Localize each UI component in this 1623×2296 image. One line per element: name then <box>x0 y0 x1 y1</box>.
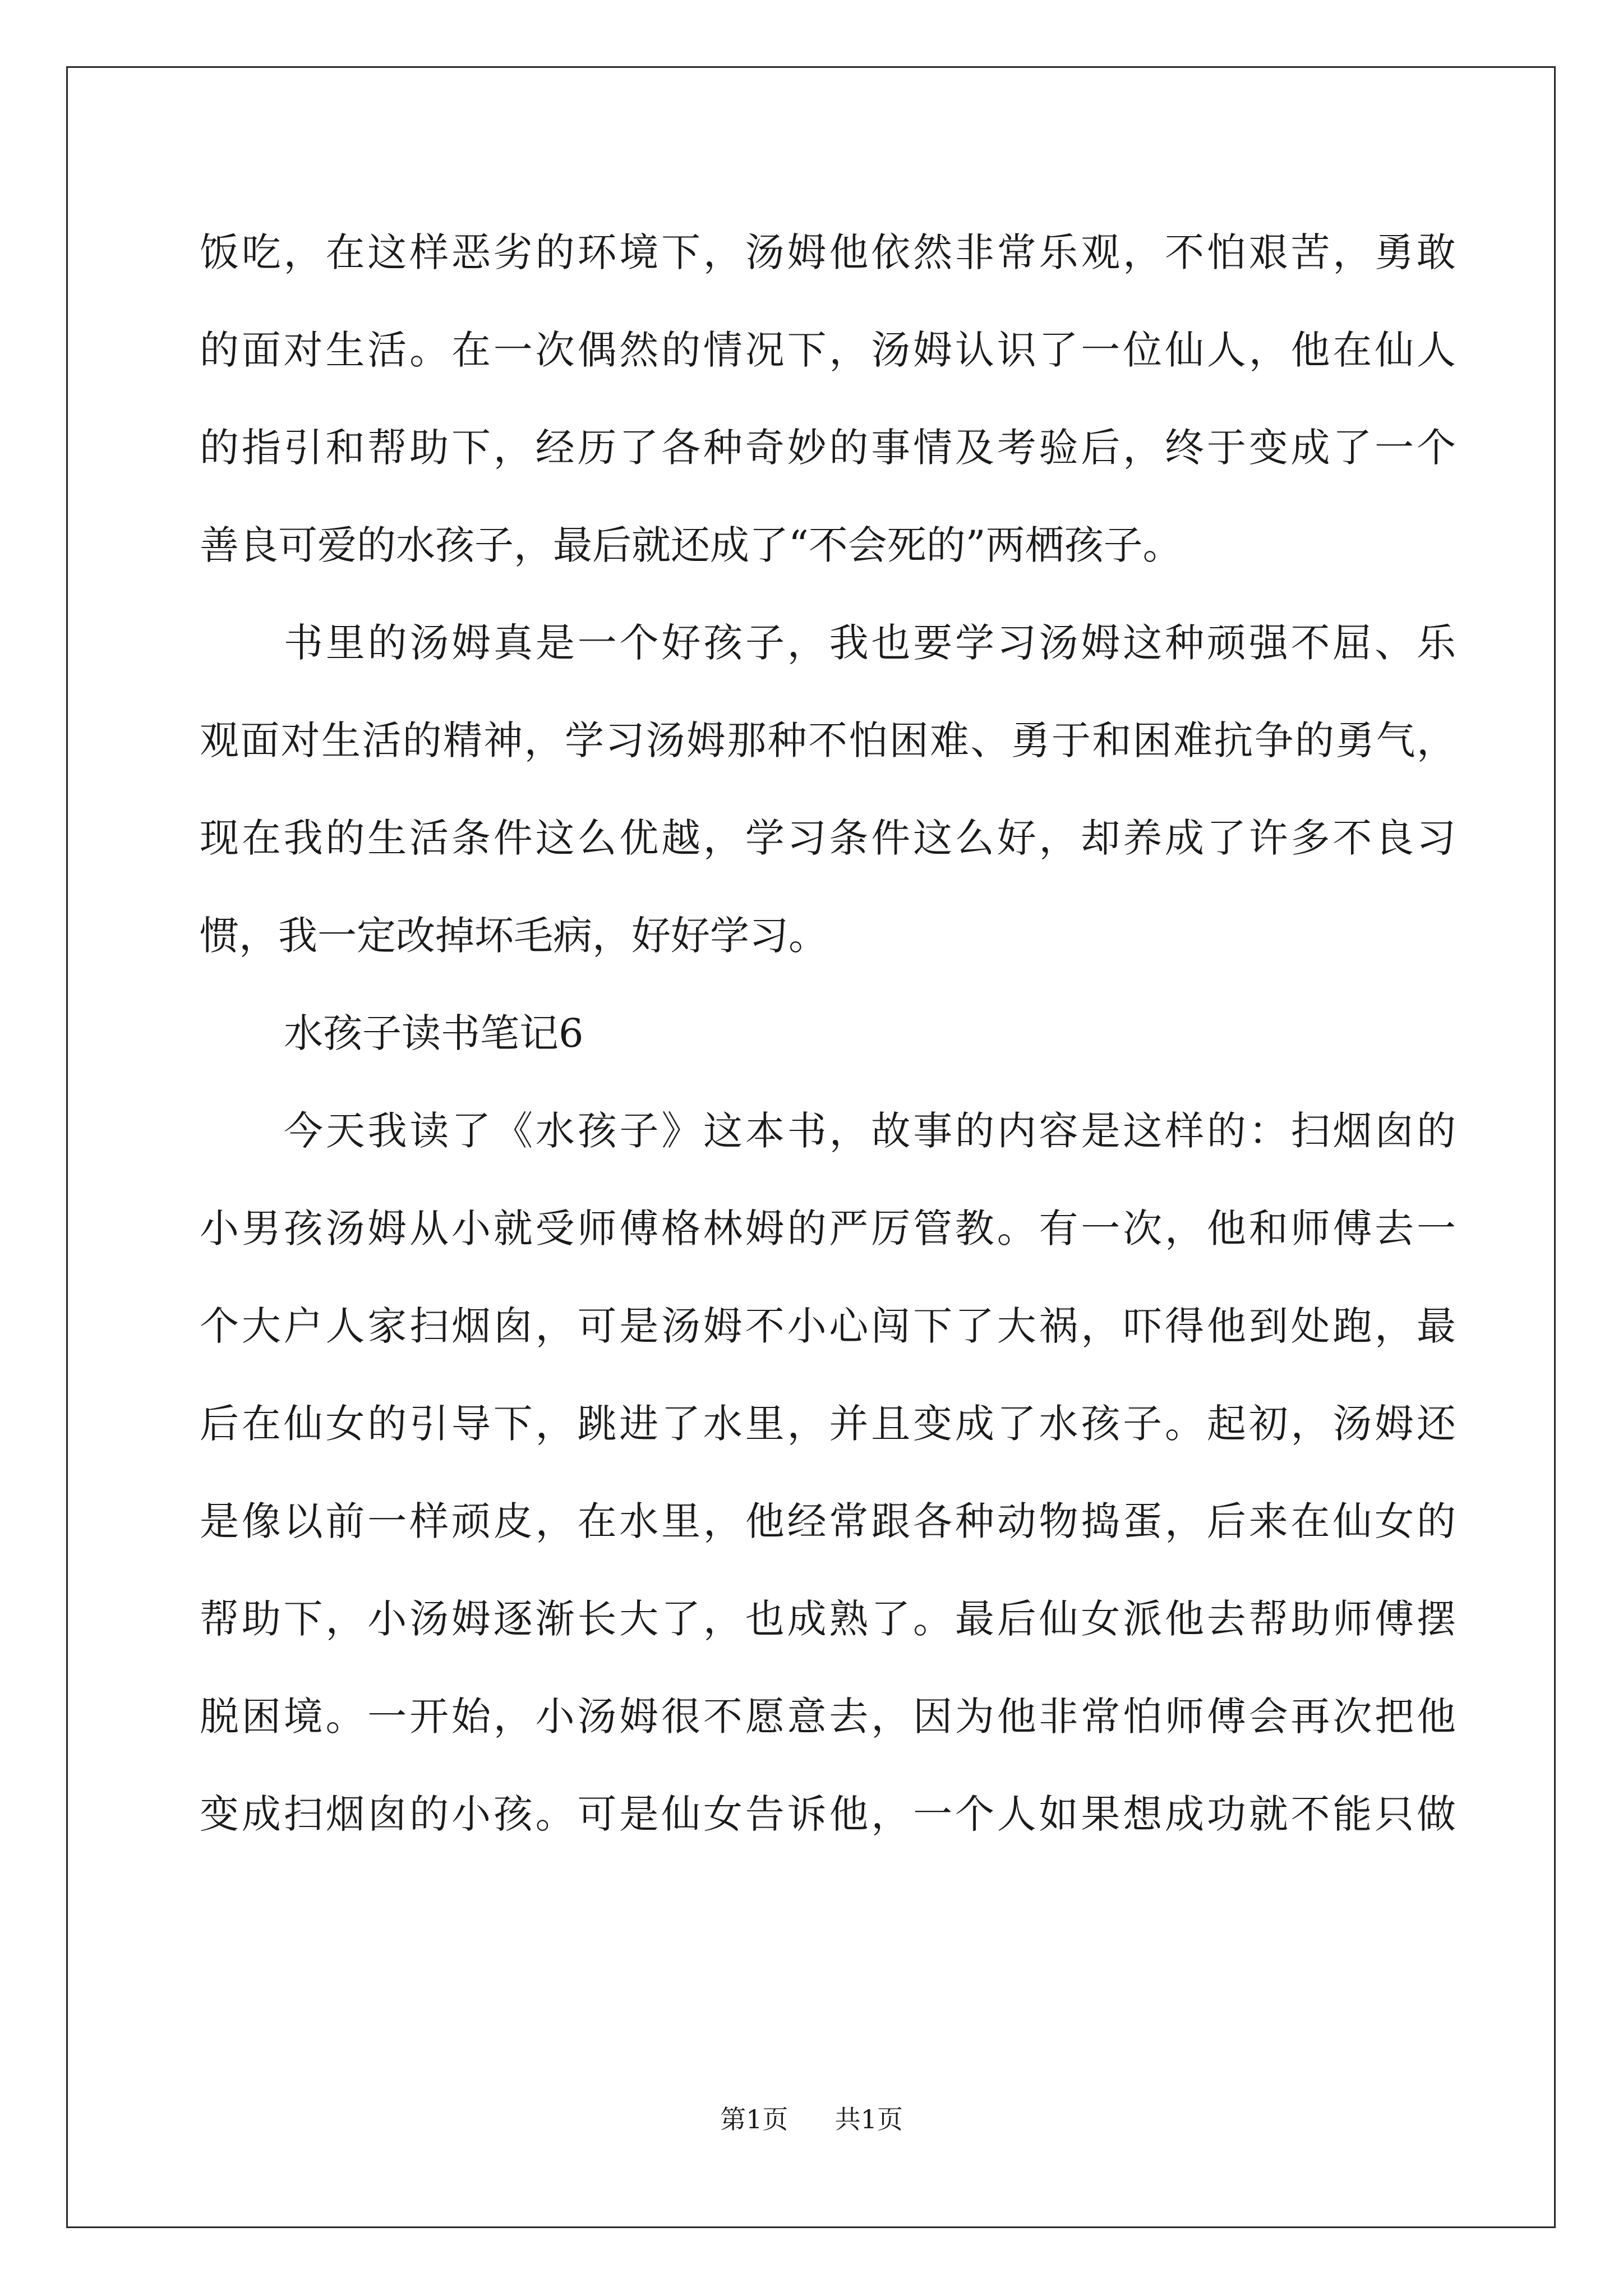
text-line: 脱困境。一开始，小汤姆很不愿意去，因为他非常怕师傅会再次把他 <box>200 1694 1456 1740</box>
text-line: 惯，我一定改掉坏毛病，好好学习。 <box>200 913 828 959</box>
document-body <box>200 204 1456 1863</box>
text-line: 个大户人家扫烟囱，可是汤姆不小心闯下了大祸，吓得他到处跑，最 <box>200 1303 1456 1349</box>
text-line: 的指引和帮助下，经历了各种奇妙的事情及考验后，终于变成了一个 <box>200 425 1456 471</box>
text-line: 善良可爱的水孩子，最后就还成了“不会死的”两栖孩子。 <box>200 522 1182 568</box>
text-line: 观面对生活的精神，学习汤姆那种不怕困难、勇于和困难抗争的勇气， <box>200 717 1456 763</box>
page-total: 共1页 <box>834 2104 903 2134</box>
text-line: 的面对生活。在一次偶然的情况下，汤姆认识了一位仙人，他在仙人 <box>200 327 1456 373</box>
text-line: 后在仙女的引导下，跳进了水里，并且变成了水孩子。起初，汤姆还 <box>200 1401 1456 1447</box>
text-line: 今天我读了《水孩子》这本书，故事的内容是这样的：扫烟囱的 <box>284 1108 1456 1154</box>
text-line: 书里的汤姆真是一个好孩子，我也要学习汤姆这种顽强不屈、乐 <box>284 620 1456 666</box>
page-number: 第1页 <box>720 2104 789 2134</box>
text-line: 是像以前一样顽皮，在水里，他经常跟各种动物捣蛋，后来在仙女的 <box>200 1498 1456 1544</box>
text-line: 小男孩汤姆从小就受师傅格林姆的严厉管教。有一次，他和师傅去一 <box>200 1205 1456 1251</box>
text-line: 饭吃，在这样恶劣的环境下，汤姆他依然非常乐观，不怕艰苦，勇敢 <box>200 229 1456 275</box>
section-heading: 水孩子读书笔记6 <box>284 1010 584 1056</box>
text-line: 帮助下，小汤姆逐渐长大了，也成熟了。最后仙女派他去帮助师傅摆 <box>200 1596 1456 1642</box>
page-footer <box>0 2102 1623 2136</box>
text-line: 现在我的生活条件这么优越，学习条件这么好，却养成了许多不良习 <box>200 815 1456 861</box>
text-line: 变成扫烟囱的小孩。可是仙女告诉他，一个人如果想成功就不能只做 <box>200 1791 1456 1837</box>
